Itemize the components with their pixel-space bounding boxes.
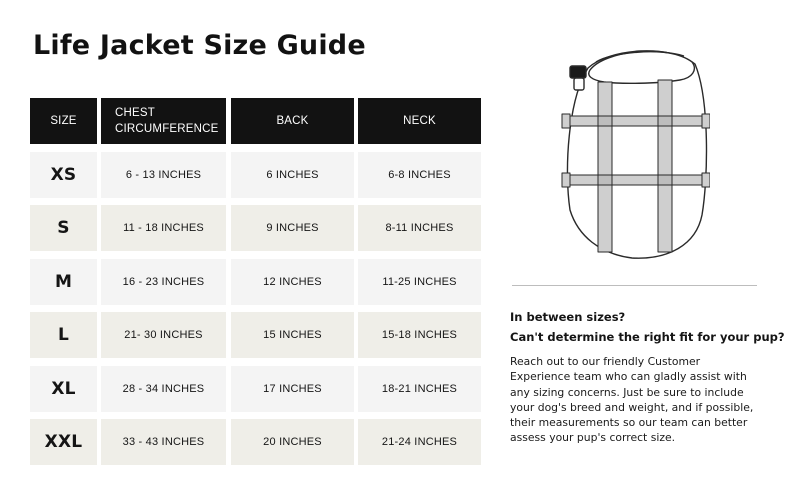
- table-row-s-neck: 8-11 INCHES: [358, 205, 481, 251]
- table-row-xxl-back: 20 INCHES: [231, 419, 354, 465]
- table-row-xl-chest: 28 - 34 INCHES: [101, 366, 226, 412]
- table-row-xl-neck: 18-21 INCHES: [358, 366, 481, 412]
- help-question-sizes: In between sizes?: [510, 310, 626, 324]
- table-row-xs-back: 6 INCHES: [231, 152, 354, 198]
- dog-life-jacket-icon: [560, 40, 710, 265]
- help-question-fit: Can't determine the right fit for your pup?: [510, 330, 785, 344]
- table-row-l-chest: 21- 30 INCHES: [101, 312, 226, 358]
- table-row-xl-back: 17 INCHES: [231, 366, 354, 412]
- table-row-m-neck: 11-25 INCHES: [358, 259, 481, 305]
- page-title: Life Jacket Size Guide: [33, 30, 366, 61]
- help-paragraph: Reach out to our friendly Customer Experience team who can gladly assist with any sizing concerns. Just be sure to include your dog's breed and weight, and if possible, their measurements so our team can better assess your pup's correct size.: [510, 355, 754, 445]
- table-row-s-size: S: [30, 205, 97, 251]
- table-row-xxl-chest: 33 - 43 INCHES: [101, 419, 226, 465]
- header-back: BACK: [231, 98, 354, 144]
- header-neck: NECK: [358, 98, 481, 144]
- table-row-m-chest: 16 - 23 INCHES: [101, 259, 226, 305]
- table-row-l-size: L: [30, 312, 97, 358]
- table-row-l-neck: 15-18 INCHES: [358, 312, 481, 358]
- header-size: SIZE: [30, 98, 97, 144]
- table-row-xs-chest: 6 - 13 INCHES: [101, 152, 226, 198]
- table-row-xxl-size: XXL: [30, 419, 97, 465]
- table-row-xl-size: XL: [30, 366, 97, 412]
- table-row-s-chest: 11 - 18 INCHES: [101, 205, 226, 251]
- table-row-xs-neck: 6-8 INCHES: [358, 152, 481, 198]
- table-row-m-size: M: [30, 259, 97, 305]
- header-chest-circumference: CHEST CIRCUMFERENCE: [101, 98, 226, 144]
- section-divider: [512, 285, 757, 286]
- table-row-xs-size: XS: [30, 152, 97, 198]
- table-row-s-back: 9 INCHES: [231, 205, 354, 251]
- table-row-xxl-neck: 21-24 INCHES: [358, 419, 481, 465]
- table-row-l-back: 15 INCHES: [231, 312, 354, 358]
- table-row-m-back: 12 INCHES: [231, 259, 354, 305]
